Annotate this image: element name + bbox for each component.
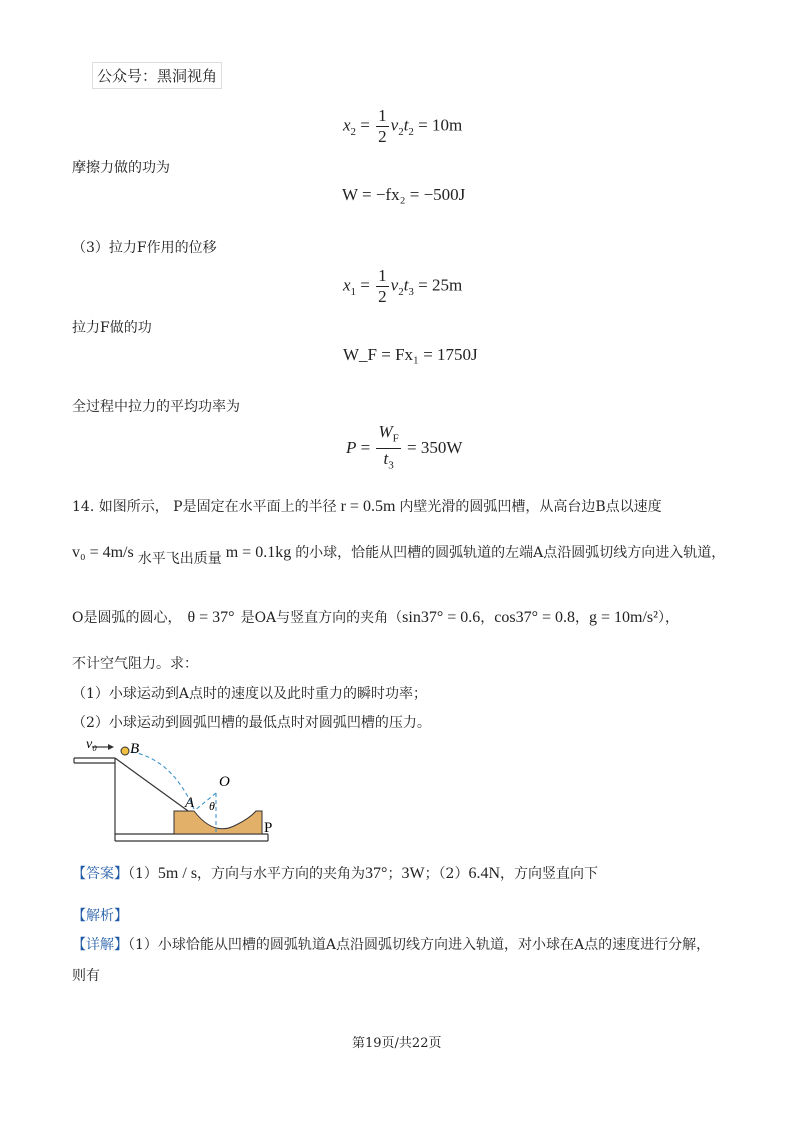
- physics-figure: [70, 733, 290, 845]
- detail-line2: 则有: [72, 968, 100, 984]
- equation-x2: $x_2$ = $\frac{1}{2}$ $v_2t_2 = 10m$: [343, 106, 463, 146]
- text-friction-work: 摩擦力做的功为: [72, 160, 170, 176]
- fig-label-v0: v₀: [86, 737, 98, 752]
- page-footer: 第19页/共22页: [352, 1036, 442, 1051]
- equation-x1: $x_1$ = $\frac{1}{2}$ $v_2t_3 = 25m$: [343, 266, 463, 306]
- fig-label-B: B: [130, 741, 140, 757]
- fig-label-theta: θ: [209, 799, 215, 813]
- detail-line1: 【详解】（1）小球恰能从凹槽的圆弧轨道A点沿圆弧切线方向进入轨道，对小球在A点的速度进行分解，: [72, 937, 711, 953]
- equation-power: P = $\frac{W_F}{t_3}$ = 350W: [346, 422, 463, 472]
- analysis-tag: 【解析】: [72, 908, 128, 924]
- question14-line2: v₀ = 4m/s 水平飞出质量 m = 0.1kg 的小球，恰能从凹槽的圆弧轨道的左端A点沿圆弧切线方向进入轨道，: [72, 544, 726, 567]
- question14-line4: 不计空气阻力。求：: [72, 656, 198, 672]
- text-average-power: 全过程中拉力的平均功率为: [72, 399, 240, 415]
- equation-work-friction: W = −fx₂ = −500J: [342, 185, 466, 204]
- fig-label-A: A: [185, 795, 195, 811]
- question14-line3: O是圆弧的圆心， θ = 37° 是OA与竖直方向的夹角（sin37° = 0.6，cos37° = 0.8，g = 10m/s²），: [72, 609, 679, 626]
- question14-sub1: （1）小球运动到A点时的速度以及此时重力的瞬时功率；: [72, 686, 428, 702]
- text-question3: （3）拉力F作用的位移: [72, 240, 217, 256]
- text-pull-work: 拉力F做的功: [72, 320, 152, 336]
- answer-line: 【答案】（1）5m / s，方向与水平方向的夹角为37°；3W；（2）6.4N，方向竖直向下: [72, 865, 599, 882]
- question14-line1: 14. 如图所示， P是固定在水平面上的半径 r = 0.5m 内壁光滑的圆弧凹槽，从高台边B点以速度: [72, 498, 662, 515]
- watermark: 公众号：黑洞视角: [92, 62, 222, 89]
- question14-sub2: （2）小球运动到圆弧凹槽的最低点时对圆弧凹槽的压力。: [72, 715, 431, 731]
- fig-label-O: O: [219, 774, 230, 790]
- equation-work-pull: W_F = Fx₁ = 1750J: [343, 345, 478, 364]
- fig-label-P: P: [264, 820, 273, 836]
